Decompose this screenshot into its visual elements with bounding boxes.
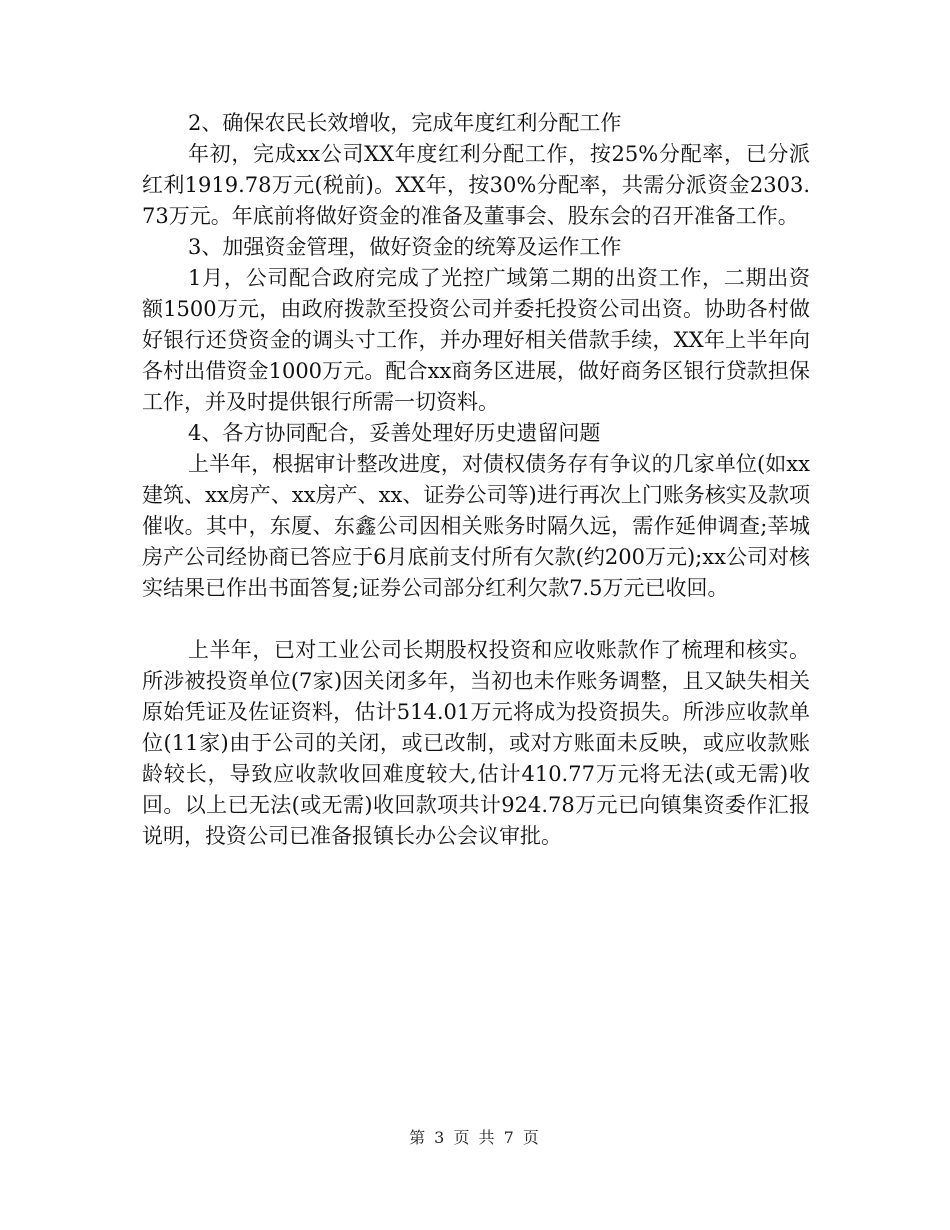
section-heading-2: 2、确保农民长效增收，完成年度红利分配工作 <box>188 111 622 135</box>
paragraph-dividend: 年初，完成xx公司XX年度红利分配工作，按25%分配率，已分派红利1919.78万元(税前)。XX年，按30%分配率，共需分派资金2303.73万元。年底前将做好资金的准备及董事会、股东会的召开准备工作。 <box>142 142 810 228</box>
paragraph-investment-review: 上半年，已对工业公司长期股权投资和应收账款作了梳理和核实。所涉被投资单位(7家)因关闭多年，当初也未作账务调整，且又缺失相关原始凭证及佐证资料，估计514.01万元将成为投资损失。所涉应收款单位(11家)由于公司的关闭，或已改制，或对方账面未反映，或应收款账龄较长，导致应收款收回难度较大,估计410.77万元将无法(或无需)收回。以上已无法(或无需)收回款项共计924.78万元已向镇集资委作汇报说明，投资公司已准备报镇长办公会议审批。 <box>142 638 810 848</box>
document-page <box>142 108 810 852</box>
page-footer: 第 3 页 共 7 页 <box>409 1128 541 1147</box>
paragraph-audit: 上半年，根据审计整改进度，对债权债务存有争议的几家单位(如xx建筑、xx房产、xx房产、xx、证券公司等)进行再次上门账务核实及款项催收。其中，东厦、东鑫公司因相关账务时隔久远，需作延伸调查;莘城房产公司经协商已答应于6月底前支付所有欠款(约200万元);xx公司对核实结果已作出书面答复;证券公司部分红利欠款7.5万元已收回。 <box>142 452 810 600</box>
paragraph-funding: 1月，公司配合政府完成了光控广域第二期的出资工作，二期出资额1500万元，由政府拨款至投资公司并委托投资公司出资。协助各村做好银行还贷资金的调头寸工作，并办理好相关借款手续，XX年上半年向各村出借资金1000万元。配合xx商务区进展，做好商务区银行贷款担保工作，并及时提供银行所需一切资料。 <box>142 266 810 414</box>
section-heading-3: 3、加强资金管理，做好资金的统筹及运作工作 <box>188 235 622 259</box>
section-heading-4: 4、各方协同配合，妥善处理好历史遗留问题 <box>188 421 601 445</box>
